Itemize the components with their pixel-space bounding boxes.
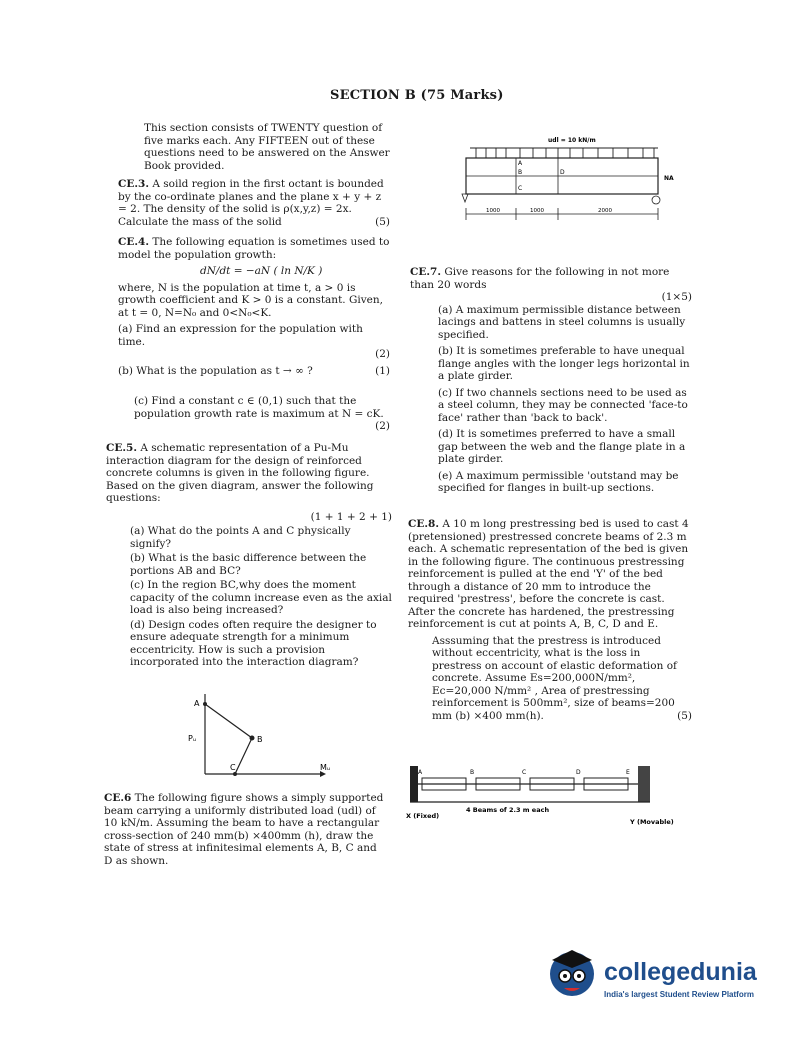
question-ce3	[118, 178, 390, 228]
ce5-part-b: (b) What is the basic difference between the portions AB and BC?	[130, 552, 367, 577]
question-ce4	[118, 236, 390, 432]
y-movable-label: Y (Movable)	[630, 818, 674, 826]
udl-beam-figure	[448, 128, 688, 232]
ce8-text2-body: Asssuming that the prestress is introduced without eccentricity, what is the loss in prestress on account of elastic deformation of concrete. Assume Es=200,000N/mm², Ec=20,000 N/mm² , Area of prestressing reinforcement is 500mm², size of beams=200 mm (b) ×400 mm(h).	[432, 634, 677, 722]
ce4-b-marks: (1)	[375, 364, 390, 377]
ce4-label: CE.4.	[118, 236, 149, 248]
na-label: NA	[664, 175, 674, 182]
ce4-equation: dN/dt = −aN ( ln N/K )	[200, 265, 323, 277]
label-mu: Mᵤ	[320, 763, 331, 772]
ce4-c-marks: (2)	[375, 420, 390, 432]
point-a	[203, 702, 207, 706]
ce5-part-c: (c) In the region BC,why does the moment capacity of the column increase even as the axial load is also being increased?	[130, 579, 392, 616]
question-ce8	[408, 518, 692, 722]
udl-arrows	[476, 148, 654, 158]
prestressing-bed-figure	[404, 758, 694, 830]
x-fixed-label: X (Fixed)	[406, 812, 440, 820]
question-ce5	[106, 442, 392, 669]
elem-d: D	[560, 169, 565, 176]
cut-e: E	[626, 769, 630, 776]
ce7-part-d: (d) It is sometimes preferred to have a small gap between the web and the flange plate in a plate girder.	[438, 428, 686, 465]
point-c	[233, 772, 237, 776]
ce3-label: CE.3.	[118, 178, 149, 190]
ce4-a-marks: (2)	[375, 348, 390, 360]
label-c: C	[230, 763, 236, 772]
ce4-text: The following equation is sometimes used to model the population growth:	[118, 236, 390, 261]
ce3-text: A soild region in the first octant is bounded by the co-ordinate planes and the plane x + y + z = 2. The density of the solid is ρ(x,y,z) = 2x. Calculate the mass of the solid	[118, 178, 384, 228]
ce6-label: CE.6	[104, 792, 132, 804]
ce8-marks: (5)	[677, 709, 692, 722]
ce6-text: The following figure shows a simply supported beam carrying a uniformly distributed load (udl) of 10 kN/m. Assuming the beam to have a rectangular cross-section of 240 mm(b) ×400mm (h), draw the state of stress at infinitesimal elements A, B, C and D as shown.	[104, 792, 384, 867]
dim-1: 1000	[486, 208, 500, 214]
interaction-diagram	[170, 686, 340, 786]
brand-tagline: India's largest Student Review Platform	[604, 990, 754, 999]
ce5-part-d: (d) Design codes often require the designer to ensure adequate strength for a minimum eccentricity. How is such a provision incorporated into the interaction diagram?	[130, 618, 377, 668]
ce5-part-a: (a) What do the points A and C physically signify?	[130, 525, 351, 550]
ce7-text: Give reasons for the following in not more than 20 words	[410, 266, 670, 291]
section-intro: This section consists of TWENTY question of five marks each. Any FIFTEEN out of these questions need to be answered on the Answer Book provided.	[144, 122, 390, 172]
ce8-text: A 10 m long prestressing bed is used to cast 4 (pretensioned) prestressed concrete beams of 2.3 m each. A schematic representation of the bed is given in the following figure. The continuous prestressing reinforcement is pulled at the end 'Y' of the bed through a distance of 20 mm to introduce the required 'prestress', before the concrete is cast. After the concrete has hardened, the prestressing reinforcement is cut at points A, B, C, D and E.	[408, 518, 689, 630]
page-title: SECTION B (75 Marks)	[330, 88, 504, 103]
ce4-b-text: (b) What is the population as t → ∞ ?	[118, 364, 313, 377]
point-b	[250, 736, 255, 741]
elem-c: C	[518, 185, 523, 192]
ce4-part-a	[118, 323, 390, 348]
ce4-part-c	[118, 395, 390, 432]
label-a: A	[194, 699, 200, 708]
movable-abutment	[638, 766, 650, 802]
interaction-curve	[205, 704, 252, 774]
brand-name: collegedunia	[604, 958, 757, 986]
ce7-marks: (1×5)	[661, 291, 692, 303]
ce8-text2	[408, 635, 692, 723]
udl-label: udl = 10 kN/m	[548, 137, 596, 144]
ce8-label: CE.8.	[408, 518, 439, 530]
ce4-a-text: (a) Find an expression for the population with time.	[118, 323, 363, 348]
left-column	[118, 122, 390, 433]
ce4-part-b	[118, 365, 390, 378]
ce7-part-b: (b) It is sometimes preferable to have unequal flange angles with the longer legs horizontal in a plate girder.	[438, 345, 690, 382]
elem-a: A	[518, 160, 523, 167]
ce5-label: CE.5.	[106, 442, 137, 454]
elem-b: B	[518, 169, 523, 176]
cut-c: C	[522, 769, 527, 776]
left-support-icon	[462, 194, 468, 202]
ce3-marks: (5)	[375, 215, 390, 228]
ce4-where: where, N is the population at time t, a > 0 is growth coefficient and K > 0 is a constant. Given, at t = 0, N=N₀ and 0<N₀<K.	[118, 281, 383, 319]
right-support-icon	[652, 196, 660, 204]
ce7-part-c: (c) If two channels sections need to be used as a steel column, they may be connected 'face-to face' rather than 'back to back'.	[438, 386, 688, 424]
beams-label: 4 Beams of 2.3 m each	[466, 806, 550, 814]
question-ce7	[410, 266, 692, 495]
cut-b: B	[470, 769, 475, 776]
label-pu: Pᵤ	[188, 734, 197, 743]
ce4-c-text: (c) Find a constant c ∈ (0,1) such that the population growth rate is maximum at N = cK.	[134, 395, 384, 420]
ce7-part-a: (a) A maximum permissible distance between lacings and battens in steel columns is usually specified.	[438, 303, 686, 341]
dim-3: 2000	[598, 208, 612, 214]
cut-d: D	[576, 769, 581, 776]
ce7-label: CE.7.	[410, 266, 441, 278]
label-b: B	[257, 735, 263, 744]
cut-a: A	[418, 769, 423, 776]
ce5-text: A schematic representation of a Pu-Mu interaction diagram for the design of reinforced concrete columns is given in the following figure. Based on the given diagram, answer the following questions:	[106, 442, 374, 504]
ce7-part-e: (e) A maximum permissible 'outstand may be specified for flanges in built-up sections.	[438, 469, 679, 494]
ce5-marks: (1 + 1 + 2 + 1)	[310, 510, 392, 523]
question-ce6	[104, 792, 386, 867]
collegedunia-mascot-icon	[544, 944, 600, 1000]
fixed-abutment	[410, 766, 418, 802]
dim-2: 1000	[530, 208, 544, 214]
